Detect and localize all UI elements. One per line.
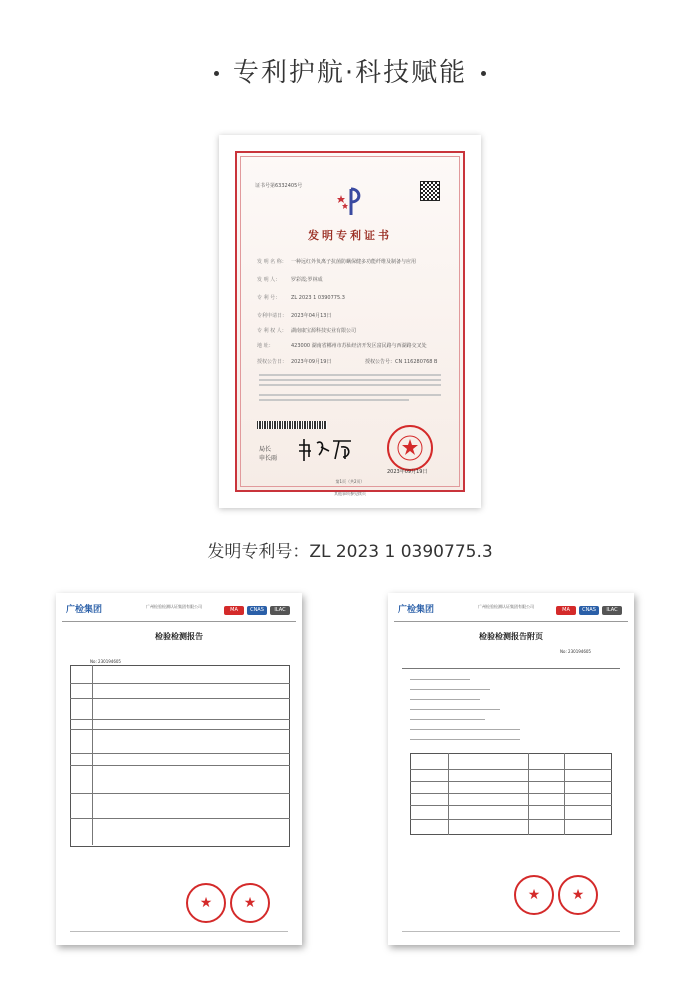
signature-icon bbox=[295, 435, 357, 463]
inspection-seal-icon: ★ bbox=[186, 883, 226, 923]
footer-rule bbox=[402, 931, 620, 932]
text-line bbox=[410, 689, 490, 690]
footer-rule bbox=[70, 931, 288, 932]
table-rule bbox=[402, 668, 620, 669]
official-seal-icon bbox=[387, 425, 433, 471]
report-table bbox=[410, 753, 612, 835]
table-rule bbox=[448, 753, 449, 835]
patent-emblem-icon bbox=[335, 187, 365, 217]
table-rule bbox=[410, 819, 612, 820]
report-table bbox=[70, 665, 290, 847]
table-rule bbox=[70, 683, 290, 684]
text-line bbox=[410, 739, 520, 740]
table-rule bbox=[410, 805, 612, 806]
cma-mark-icon: MA bbox=[556, 606, 576, 615]
bullet-dot-icon bbox=[214, 71, 219, 76]
ilac-mark-icon: ILAC bbox=[602, 606, 622, 615]
table-rule bbox=[410, 793, 612, 794]
company-logo: 广检集团 bbox=[398, 605, 435, 615]
certificate-page-number: 第1页（共2页） bbox=[335, 479, 365, 484]
report-title: 检验检测报告附页 bbox=[479, 632, 543, 641]
barcode-icon bbox=[257, 421, 327, 429]
text-line bbox=[410, 719, 485, 720]
field-address: 地 址： 423000 湖南省郴州市苏仙经济开发区富民路与西湖路交叉处 bbox=[257, 343, 427, 349]
legal-note-line bbox=[259, 374, 441, 376]
director-title: 局长 bbox=[259, 446, 272, 453]
legal-note-line bbox=[259, 384, 441, 386]
report-header bbox=[394, 599, 628, 622]
text-line bbox=[410, 679, 470, 680]
field-filing-date: 专利申请日： 2023年04月13日 bbox=[257, 313, 332, 319]
table-rule bbox=[92, 665, 93, 845]
table-rule bbox=[70, 729, 290, 730]
qr-code-icon bbox=[420, 181, 440, 201]
report-header bbox=[62, 599, 296, 622]
table-rule bbox=[70, 765, 290, 766]
cnas-mark-icon: CNAS bbox=[579, 606, 599, 615]
field-patent-number: 专 利 号： ZL 2023 1 0390775.3 bbox=[257, 295, 345, 301]
text-line bbox=[410, 729, 520, 730]
field-invention-name: 发 明 名 称： 一种远红外负离子抗菌防螨保健多功能纤维及制备与应用 bbox=[257, 259, 417, 265]
table-rule bbox=[70, 719, 290, 720]
report-organization: 广州检验检测认证集团有限公司 bbox=[478, 604, 534, 609]
table-rule bbox=[528, 753, 529, 835]
field-inventor: 发 明 人： 罗彩霞;罗林成 bbox=[257, 277, 323, 283]
legal-note-line bbox=[259, 399, 409, 401]
test-report-page-2 bbox=[388, 593, 634, 945]
table-rule bbox=[564, 753, 565, 835]
cma-mark-icon: MA bbox=[224, 606, 244, 615]
inspection-seal-icon: ★ bbox=[230, 883, 270, 923]
table-rule bbox=[70, 818, 290, 819]
seal-date: 2023年09月19日 bbox=[387, 469, 428, 475]
announcement-number: 授权公告号：CN 116280768 B bbox=[365, 359, 438, 365]
text-line bbox=[410, 699, 480, 700]
legal-note-line bbox=[259, 379, 441, 381]
bullet-dot-icon bbox=[481, 71, 486, 76]
ilac-mark-icon: ILAC bbox=[270, 606, 290, 615]
certificate-number: 证书号第6332405号 bbox=[255, 183, 303, 189]
report-title: 检验检测报告 bbox=[155, 632, 203, 641]
patent-number-caption: 发明专利号：ZL 2023 1 0390775.3 bbox=[207, 542, 493, 562]
certificate-frame bbox=[235, 151, 465, 492]
page-title-text: 专利护航·科技赋能 bbox=[232, 58, 468, 88]
inspection-seal-icon: ★ bbox=[514, 875, 554, 915]
company-logo: 广检集团 bbox=[66, 605, 103, 615]
patent-certificate bbox=[219, 135, 481, 508]
report-number: No: 230194605 bbox=[90, 659, 121, 664]
certificate-footer-note: 其他事项参见续页 bbox=[334, 491, 366, 496]
legal-note-line bbox=[259, 394, 441, 396]
inspection-seal-icon: ★ bbox=[558, 875, 598, 915]
text-line bbox=[410, 709, 500, 710]
report-number: No: 230194605 bbox=[560, 649, 591, 654]
table-rule bbox=[410, 781, 612, 782]
report-organization: 广州检验检测认证集团有限公司 bbox=[146, 604, 202, 609]
table-rule bbox=[410, 769, 612, 770]
table-rule bbox=[70, 793, 290, 794]
table-rule bbox=[70, 698, 290, 699]
cnas-mark-icon: CNAS bbox=[247, 606, 267, 615]
field-patentee: 专 利 权 人： 湖南康宝源科技实业有限公司 bbox=[257, 328, 357, 334]
field-grant-date: 授权公告日： 2023年09月19日 bbox=[257, 359, 332, 365]
table-rule bbox=[70, 753, 290, 754]
test-report-page-1 bbox=[56, 593, 302, 945]
page-title bbox=[0, 52, 700, 89]
certificate-title: 发明专利证书 bbox=[308, 229, 392, 242]
director-name: 申长雨 bbox=[259, 455, 278, 462]
